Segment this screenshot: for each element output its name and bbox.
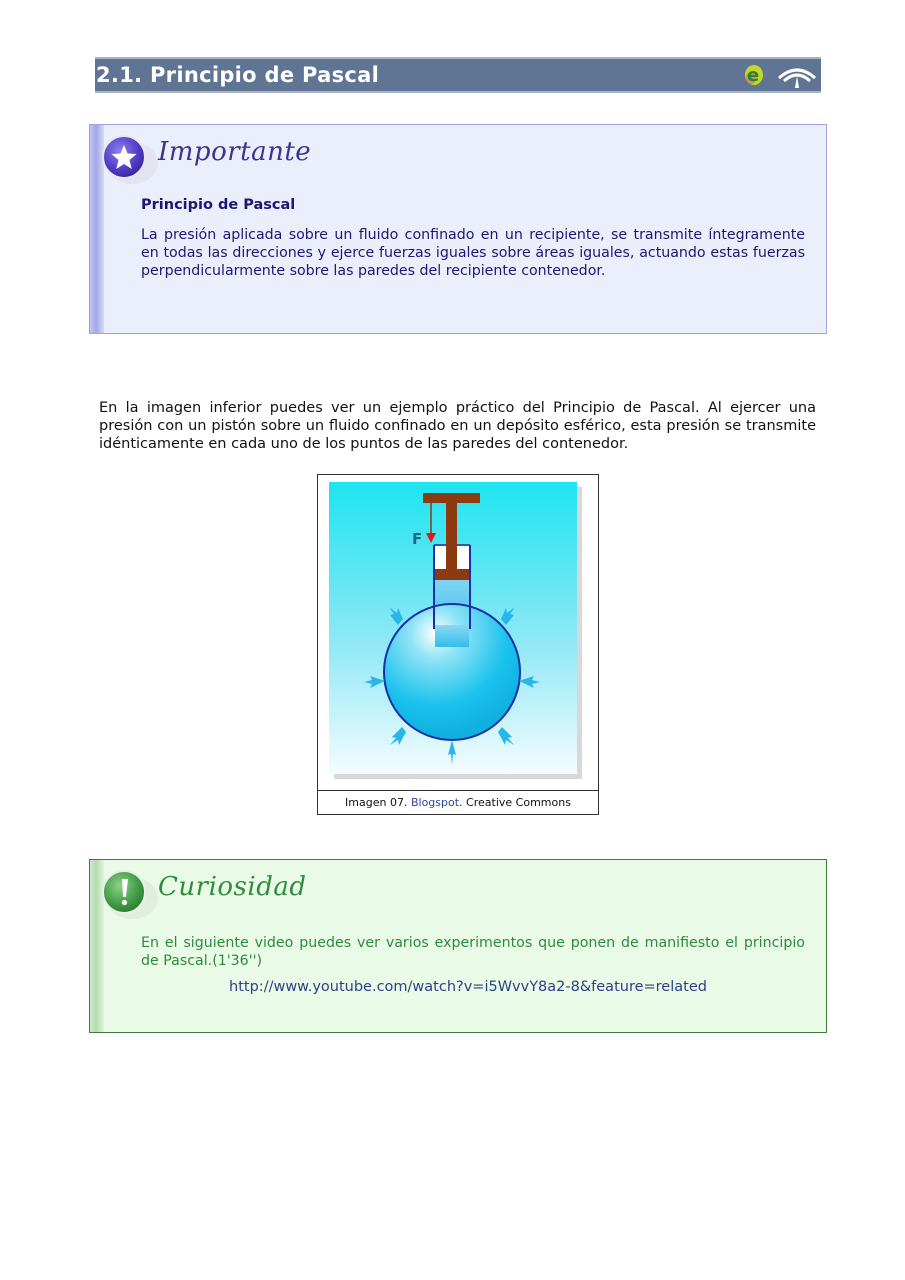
caption-prefix: Imagen 07. xyxy=(345,796,411,809)
curiosity-text: En el siguiente video puedes ver varios experimentos que ponen de manifiesto el principio de Pascal.(1'36'') xyxy=(141,935,805,969)
important-callout xyxy=(89,124,827,334)
important-subtitle: Principio de Pascal xyxy=(141,197,296,213)
pascal-principle-diagram xyxy=(318,475,598,791)
caption-suffix: . Creative Commons xyxy=(459,796,571,809)
figure-caption xyxy=(318,790,598,815)
section-header xyxy=(95,57,821,93)
figure xyxy=(317,474,599,815)
curiosity-callout xyxy=(89,859,827,1033)
svg-text:F: F xyxy=(412,530,423,548)
section-title: 2.1. Principio de Pascal xyxy=(96,63,380,87)
curiosity-heading: Curiosidad xyxy=(158,872,307,902)
e-learning-logo-icon xyxy=(743,61,765,87)
caption-source-link[interactable]: Blogspot xyxy=(410,796,460,809)
important-heading: Importante xyxy=(158,137,312,167)
exclamation-icon xyxy=(100,868,158,920)
intro-paragraph: En la imagen inferior puedes ver un ejemplo práctico del Principio de Pascal. Al ejercer una presión con un pistón sobre un fluido confinado en un depósito esférico, esta presión se transmite idénticamente en cada uno de los puntos de las paredes del contenedor. xyxy=(99,400,816,452)
star-icon xyxy=(100,133,158,185)
svg-text:e: e xyxy=(747,65,760,86)
youtube-video-link[interactable]: http://www.youtube.com/watch?v=i5WvvY8a2-8&feature=related xyxy=(229,979,707,995)
important-text: La presión aplicada sobre un fluido confinado en un recipiente, se transmite íntegramente en todas las direcciones y ejerce fuerzas iguales sobre áreas iguales, actuando estas fuerzas perpendicularmente sobre las paredes del recipiente contenedor. xyxy=(141,227,805,279)
junta-andalucia-logo-icon xyxy=(775,60,819,90)
